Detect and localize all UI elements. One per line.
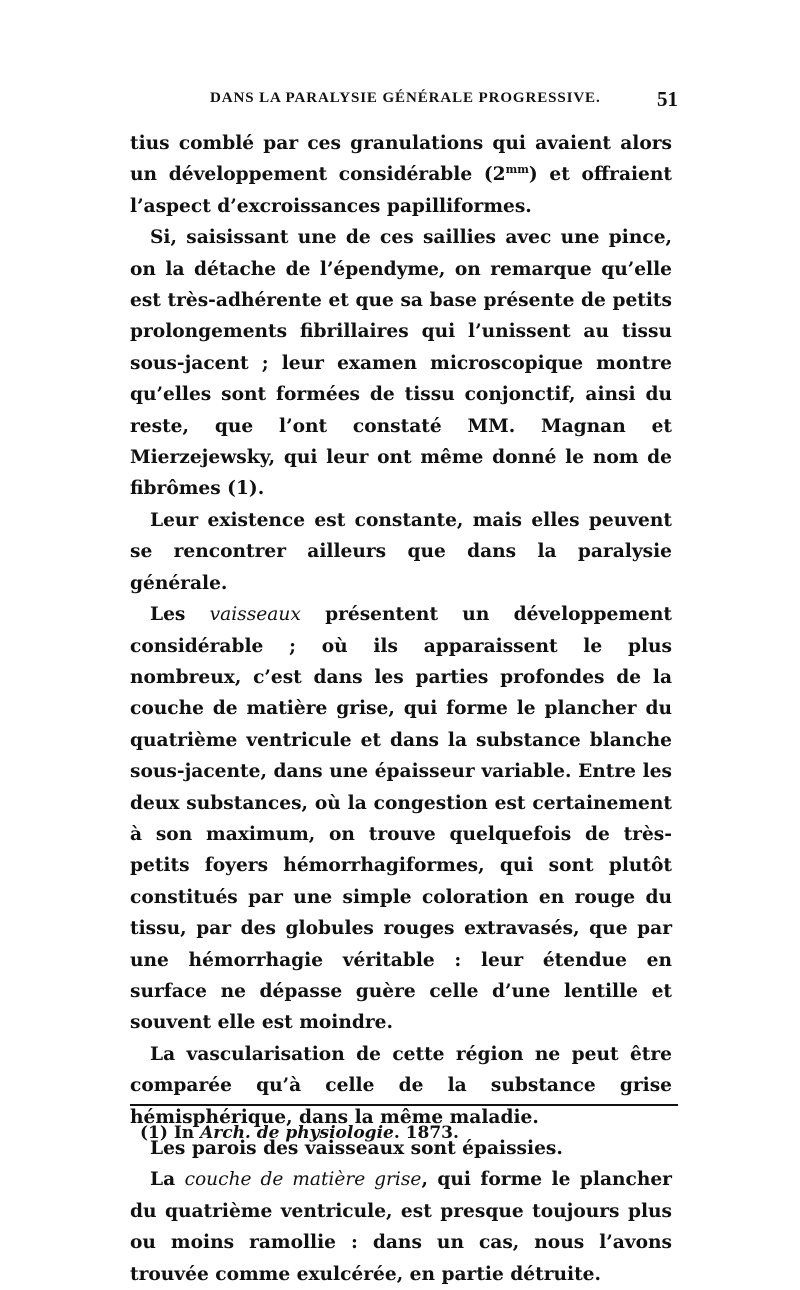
paragraph-4-emphasis: vaisseaux [209,604,301,626]
main-text [130,128,672,1290]
paragraph-7-start: La [150,1169,185,1191]
running-title: DANS LA PARALYSIE GÉNÉRALE PROGRESSIVE. [210,90,601,106]
paragraph-7-emphasis: couche de matière grise [184,1169,422,1191]
paragraph-4 [130,599,672,1039]
footnote [140,1123,459,1143]
paragraph-1-end: ) et offraient l’aspect d’excroissances papilliformes. [130,164,672,217]
paragraph-7-rest: , qui forme le plancher du quatrième ventricule, est presque toujours plus ou moins ramollie : dans un cas, nous l’avons trouvée comme exulcérée, en partie détruite. [130,1169,672,1285]
paragraph-1 [130,128,672,222]
footnote-text-start: In [167,1123,201,1143]
page-number: 51 [657,87,678,111]
paragraph-4-start: Les [150,604,210,626]
footnote-marker: (1) [140,1123,168,1143]
paragraph-1-text: tius comblé par ces granulations qui avaient alors un développement considérable (2 [130,133,672,186]
unit-superscript: mm [505,163,529,177]
paragraph-4-rest: présentent un développement considérable ; où ils apparaissent le plus nombreux, c’est dans les parties profondes de la couche de matière grise, qui forme le plancher du quatrième ventricule et dans la substance blanche sous-jacente, dans une épaisseur variable. Entre les deux substances, où la congestion est certainement à son maximum, on trouve quelquefois de très-petits foyers hémorrhagiformes, qui sont plutôt constitués par une simple coloration en rouge du tissu, par des globules rouges extravasés, que par une hémorrhagie véritable : leur étendue en surface ne dépasse guère celle d’une lentille et souvent elle est moindre. [130,604,672,1034]
paragraph-5: La vascularisation de cette région ne peut être comparée qu’à celle de la substance grise hémisphérique, dans la même maladie. [130,1043,672,1128]
footnote-journal: Arch. de physiologie [200,1123,394,1143]
paragraph-3: Leur existence est constante, mais elles peuvent se rencontrer ailleurs que dans la paralysie générale. [130,509,672,594]
footnote-text-end: . 1873. [393,1123,459,1143]
page-header [130,87,678,114]
paragraph-7 [130,1164,672,1290]
paragraph-6: Les parois des vaisseaux sont épaissies. [150,1138,563,1159]
footnote-divider [130,1104,678,1106]
paragraph-2: Si, saisissant une de ces saillies avec une pince, on la détache de l’épendyme, on remarque qu’elle est très-adhérente et que sa base présente de petits prolongements fibrillaires qui l’unissent au tissu sous-jacent ; leur examen microscopique montre qu’elles sont formées de tissu conjonctif, ainsi du reste, que l’ont constaté MM. Magnan et Mierzejewsky, qui leur ont même donné le nom de fibrômes (1). [130,227,672,500]
